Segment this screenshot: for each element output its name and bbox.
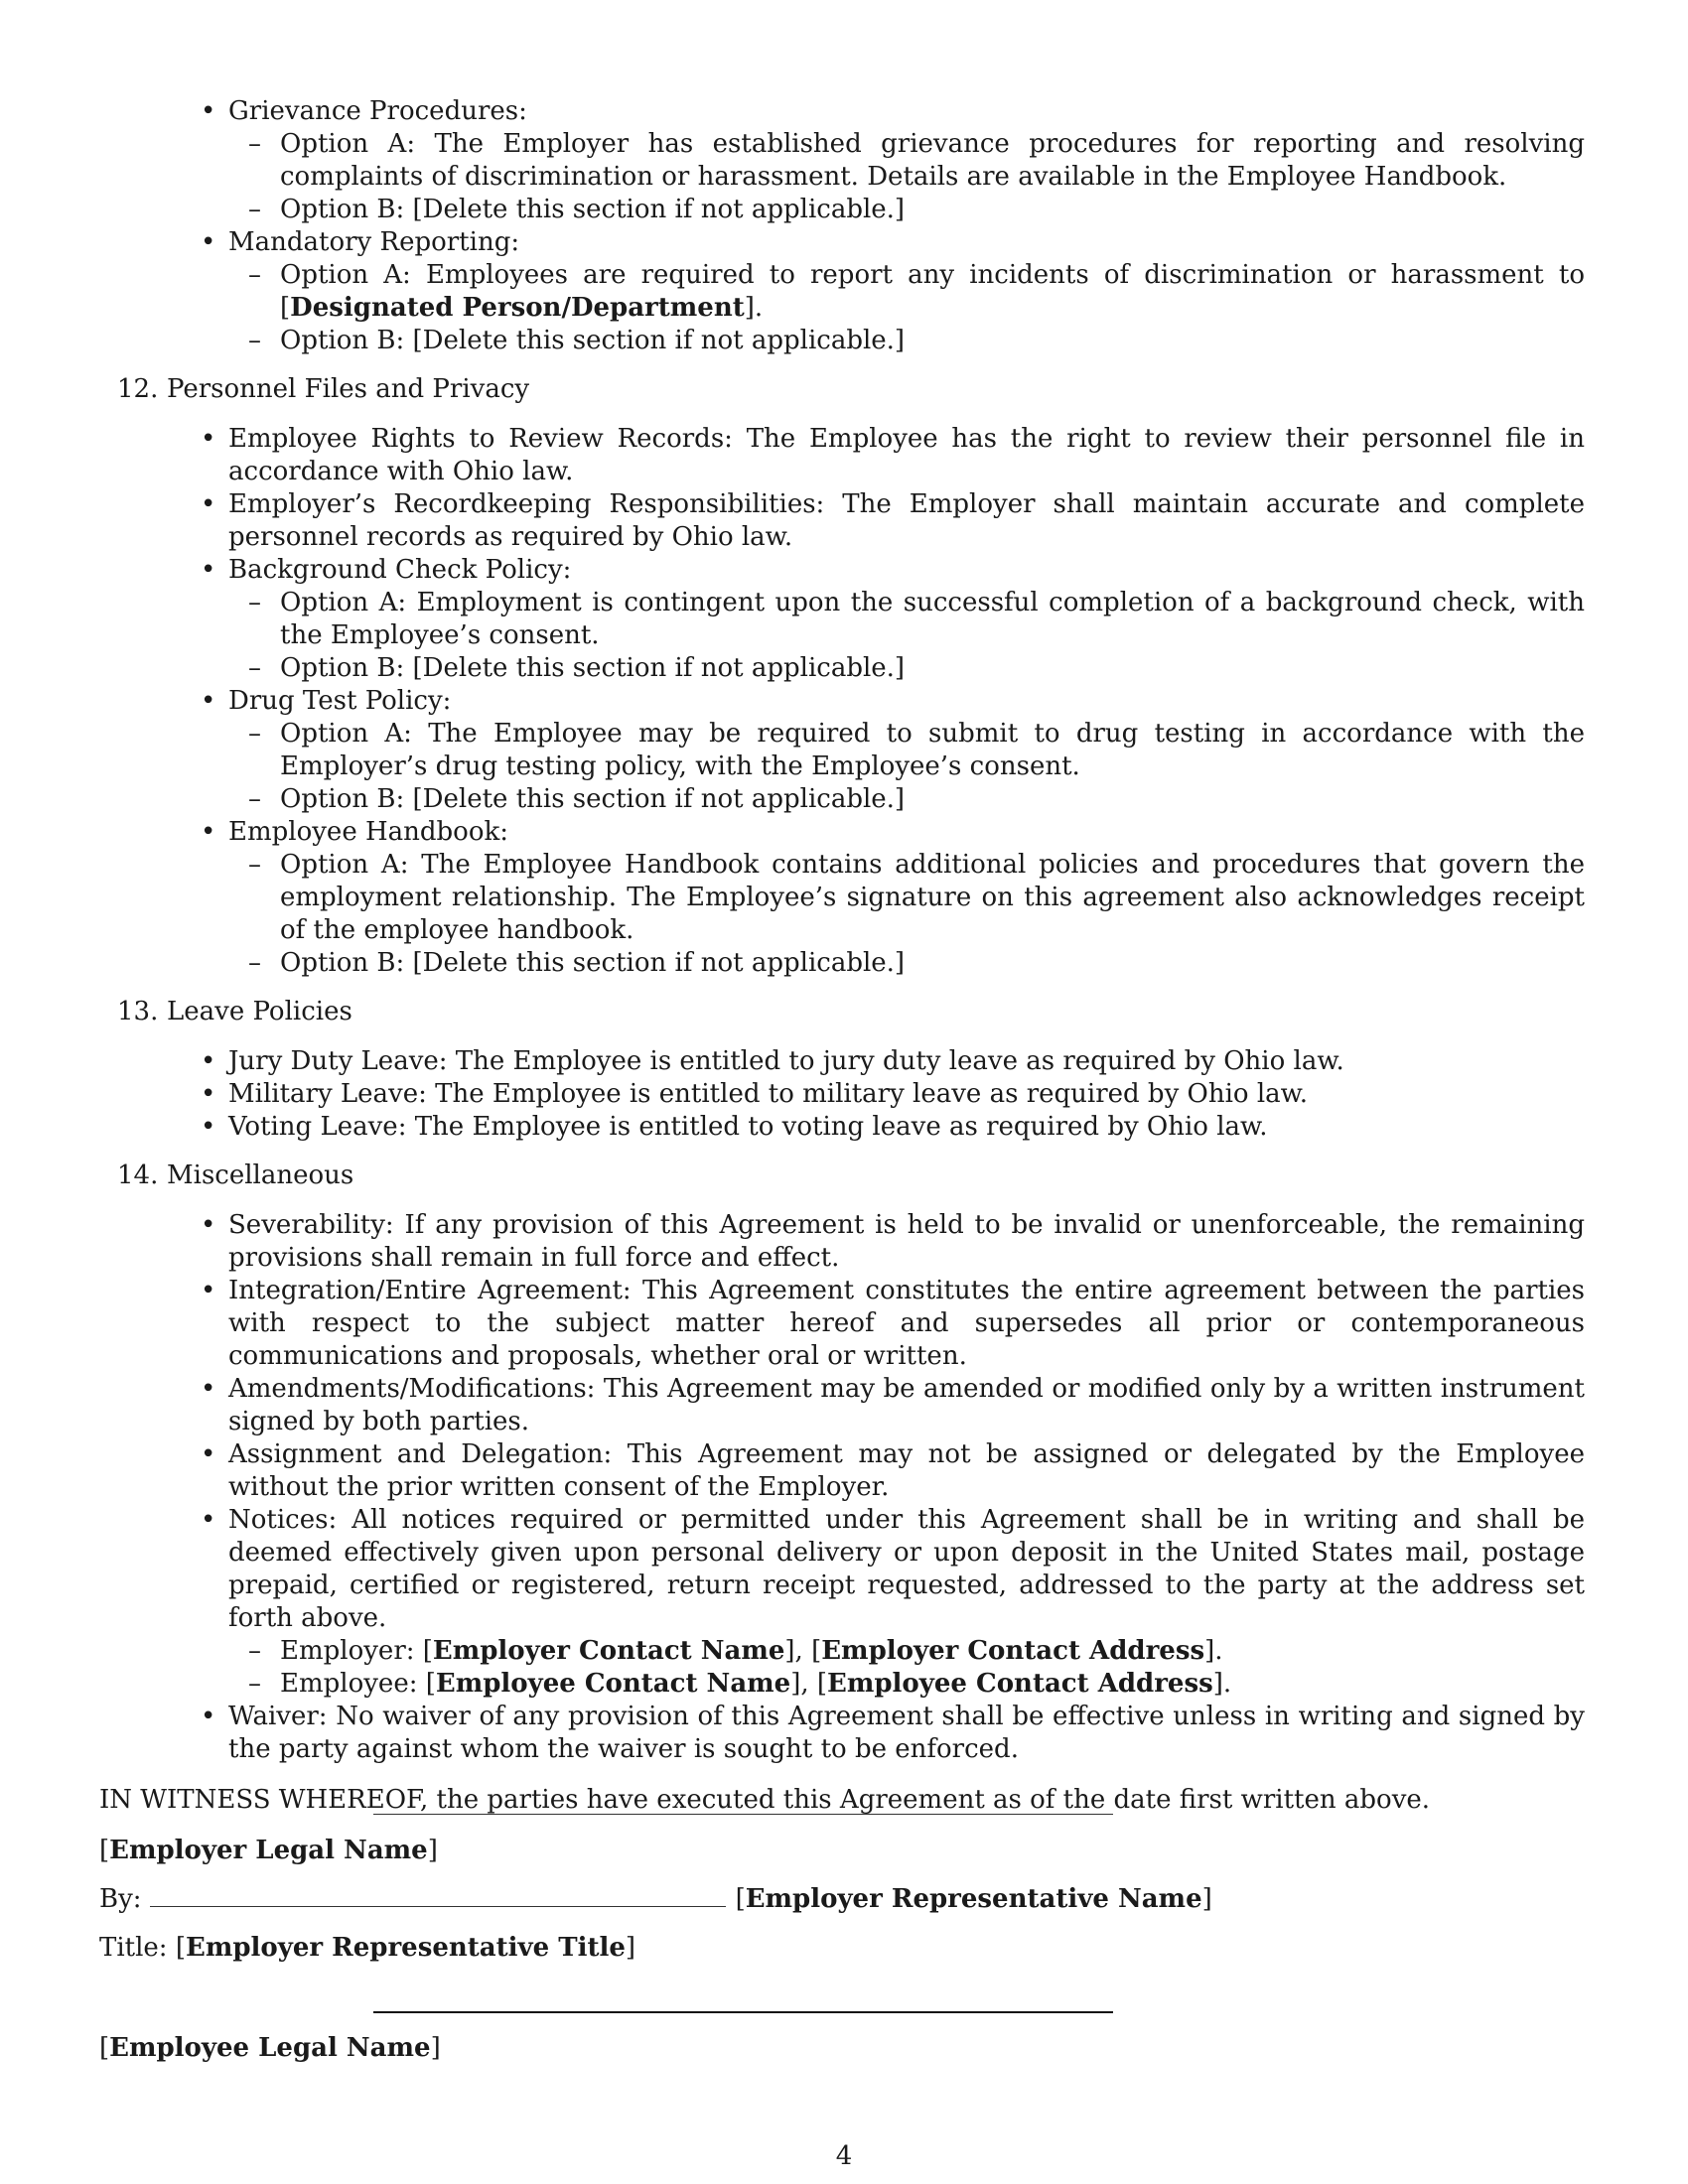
employer-legal-name: Employer Legal Name <box>109 1836 428 1865</box>
assignment-item: • Assignment and Delegation: This Agreement may not be assigned or delegated by the Employee without the prior written consent of the Employer. <box>99 1438 1585 1504</box>
employer-legal-name-line: [Employer Legal Name] <box>99 1836 438 1865</box>
mandatory-option-b: – Option B: [Delete this section if not applicable.] <box>99 325 1585 357</box>
section-title: Personnel Files and Privacy <box>167 374 530 404</box>
section-number: 12. <box>117 374 159 404</box>
jury-duty-item: • Jury Duty Leave: The Employee is entitled to jury duty leave as required by Ohio law. <box>99 1045 1585 1078</box>
employer-contact-address: Employer Contact Address <box>821 1636 1205 1666</box>
handbook-heading: • Employee Handbook: <box>99 816 1585 849</box>
employee-legal-name: Employee Legal Name <box>109 2033 431 2063</box>
notice-employer-label: Employer: [ <box>280 1636 433 1666</box>
witness-statement: IN WITNESS WHEREOF, the parties have executed this Agreement as of the date first written above. <box>99 1785 1431 1815</box>
review-records-item: • Employee Rights to Review Records: The Employee has the right to review their personnel file in accordance with Ohio law. <box>99 423 1585 488</box>
employee-signature-block <box>99 2032 441 2065</box>
drug-test-heading: • Drug Test Policy: <box>99 685 1585 718</box>
notice-employer: – Employer: [Employer Contact Name], [Employer Contact Address]. <box>99 1635 1585 1668</box>
notice-employee-label: Employee: [ <box>280 1669 436 1699</box>
drug-option-b: – Option B: [Delete this section if not applicable.] <box>99 783 1585 816</box>
grievance-list <box>99 95 1585 357</box>
by-signature-line <box>150 1906 726 1907</box>
background-check-heading: • Background Check Policy: <box>99 554 1585 587</box>
integration-item: • Integration/Entire Agreement: This Agreement constitutes the entire agreement between the parties with respect to the subject matter hereof and supersedes all prior or contemporaneous communications and proposals, whether oral or written. <box>99 1275 1585 1373</box>
notices-item: • Notices: All notices required or permitted under this Agreement shall be in writing and shall be deemed effectively given upon personal delivery or upon deposit in the United States mail, postage prepaid, certified or registered, return receipt requested, addressed to the party at the address set forth above. <box>99 1504 1585 1635</box>
document-page <box>99 95 1585 1817</box>
by-line: By: [Employer Representative Name] <box>99 1884 1212 1914</box>
section-14-list <box>99 1209 1585 1766</box>
title-label: Title: <box>99 1933 168 1963</box>
employee-contact-address: Employee Contact Address <box>827 1669 1213 1699</box>
employee-contact-name: Employee Contact Name <box>435 1669 791 1699</box>
severability-item: • Severability: If any provision of this Agreement is held to be invalid or unenforceable, the remaining provisions shall remain in full force and effect. <box>99 1209 1585 1275</box>
section-13-heading <box>99 996 1585 1028</box>
section-title: Leave Policies <box>167 997 352 1026</box>
by-label: By: <box>99 1884 142 1914</box>
employer-signature-block <box>99 1835 1212 1965</box>
section-number: 14. <box>117 1160 159 1190</box>
mandatory-a-prefix: Option A: Employees are required to report any incidents of discrimination or harassment to [ <box>280 260 1585 323</box>
employer-contact-name: Employer Contact Name <box>432 1636 785 1666</box>
section-number: 13. <box>117 997 159 1026</box>
grievance-heading: • Grievance Procedures: <box>99 95 1585 128</box>
section-14-heading <box>99 1160 1585 1192</box>
grievance-option-b: – Option B: [Delete this section if not applicable.] <box>99 194 1585 226</box>
section-12-list <box>99 423 1585 980</box>
designated-person-placeholder: Designated Person/Department <box>290 293 745 323</box>
employee-legal-name-line: [Employee Legal Name] <box>99 2033 441 2063</box>
mandatory-option-a <box>99 259 1585 325</box>
employer-rep-name: Employer Representative Name <box>745 1884 1202 1914</box>
handbook-option-b: – Option B: [Delete this section if not applicable.] <box>99 947 1585 980</box>
amendments-item: • Amendments/Modifications: This Agreement may be amended or modified only by a written instrument signed by both parties. <box>99 1373 1585 1438</box>
title-line: Title: [Employer Representative Title] <box>99 1933 636 1963</box>
military-leave-item: • Military Leave: The Employee is entitled to military leave as required by Ohio law. <box>99 1078 1585 1111</box>
voting-leave-item: • Voting Leave: The Employee is entitled to voting leave as required by Ohio law. <box>99 1111 1585 1144</box>
background-option-b: – Option B: [Delete this section if not applicable.] <box>99 652 1585 685</box>
page-number: 4 <box>835 2141 853 2171</box>
section-13-list <box>99 1045 1585 1144</box>
signature-line-employee <box>373 2011 1113 2013</box>
recordkeeping-item: • Employer’s Recordkeeping Responsibilities: The Employer shall maintain accurate and complete personnel records as required by Ohio law. <box>99 488 1585 554</box>
notice-employee: – Employee: [Employee Contact Name], [Employee Contact Address]. <box>99 1668 1585 1701</box>
waiver-item: • Waiver: No waiver of any provision of this Agreement shall be effective unless in writing and signed by the party against whom the waiver is sought to be enforced. <box>99 1701 1585 1766</box>
section-12-heading <box>99 373 1585 406</box>
background-option-a: – Option A: Employment is contingent upon the successful completion of a background check, with the Employee’s consent. <box>99 587 1585 652</box>
employer-rep-title: Employer Representative Title <box>186 1933 626 1963</box>
mandatory-reporting-heading: • Mandatory Reporting: <box>99 226 1585 259</box>
handbook-option-a: – Option A: The Employee Handbook contains additional policies and procedures that govern the employment relationship. The Employee’s signature on this agreement also acknowledges receipt of the employee handbook. <box>99 849 1585 947</box>
drug-option-a: – Option A: The Employee may be required to submit to drug testing in accordance with the Employer’s drug testing policy, with the Employee’s consent. <box>99 718 1585 783</box>
grievance-option-a: – Option A: The Employer has established grievance procedures for reporting and resolving complaints of discrimination or harassment. Details are available in the Employee Handbook. <box>99 128 1585 194</box>
signature-line-employer <box>373 1814 1113 1815</box>
section-title: Miscellaneous <box>167 1160 354 1190</box>
mandatory-a-suffix: ]. <box>744 293 764 323</box>
